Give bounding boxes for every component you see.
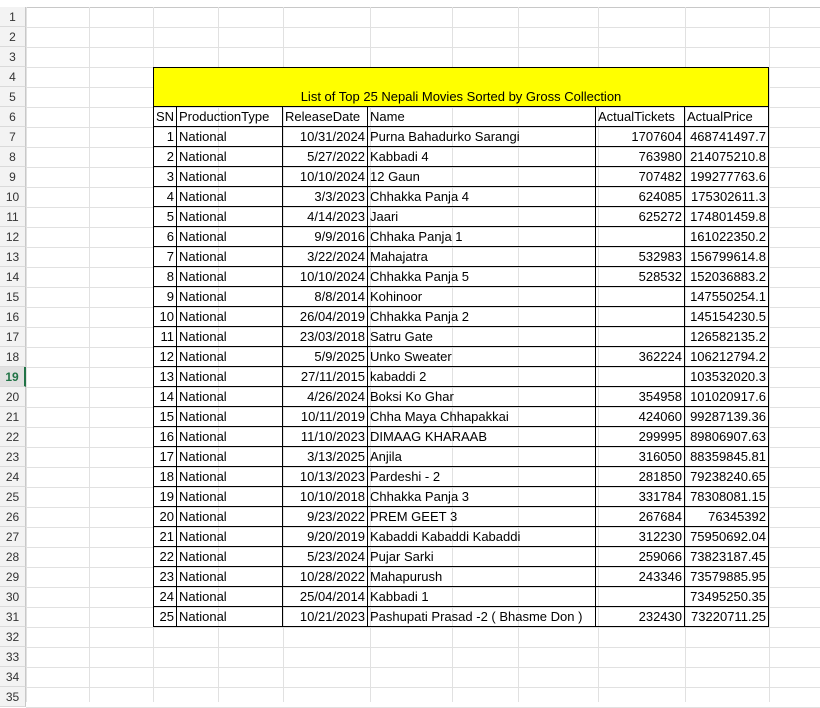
cell-name[interactable]: Pardeshi - 2 <box>368 467 596 487</box>
row-header-19[interactable]: 19 <box>0 367 26 387</box>
grid-hline <box>26 47 820 48</box>
cell-sn[interactable]: 12 <box>153 347 177 367</box>
cell-actual-tickets[interactable]: 299995 <box>596 427 685 447</box>
cell-release-date[interactable]: 3/3/2023 <box>283 187 368 207</box>
cell-name[interactable]: Jaari <box>368 207 596 227</box>
cell-actual-price[interactable]: 106212794.2 <box>685 347 769 367</box>
row-header-26[interactable]: 26 <box>0 507 26 527</box>
cell-actual-price[interactable]: 126582135.2 <box>685 327 769 347</box>
cell-production-type[interactable]: National <box>177 587 283 607</box>
cell-actual-price[interactable]: 88359845.81 <box>685 447 769 467</box>
cell-actual-price[interactable]: 161022350.2 <box>685 227 769 247</box>
cell-actual-price[interactable]: 468741497.7 <box>685 127 769 147</box>
cell-production-type[interactable]: National <box>177 327 283 347</box>
cell-actual-tickets[interactable] <box>596 327 685 347</box>
cell-actual-tickets[interactable]: 281850 <box>596 467 685 487</box>
cell-name[interactable]: kabaddi 2 <box>368 367 596 387</box>
cell-sn[interactable]: 5 <box>153 207 177 227</box>
cell-sn[interactable]: 8 <box>153 267 177 287</box>
cell-name[interactable]: Chhaka Panja 1 <box>368 227 596 247</box>
row-header-9[interactable]: 9 <box>0 167 26 187</box>
cell-sn[interactable]: 15 <box>153 407 177 427</box>
column-header-name[interactable]: Name <box>368 107 596 127</box>
cell-production-type[interactable]: National <box>177 247 283 267</box>
cell-production-type[interactable]: National <box>177 287 283 307</box>
cell-name[interactable]: Kohinoor <box>368 287 596 307</box>
cell-production-type[interactable]: National <box>177 547 283 567</box>
cell-actual-price[interactable]: 79238240.65 <box>685 467 769 487</box>
cell-release-date[interactable]: 10/31/2024 <box>283 127 368 147</box>
cell-actual-tickets[interactable]: 625272 <box>596 207 685 227</box>
grid-hline <box>26 627 820 628</box>
cell-sn[interactable]: 13 <box>153 367 177 387</box>
cell-release-date[interactable]: 11/10/2023 <box>283 427 368 447</box>
row-header-14[interactable]: 14 <box>0 267 26 287</box>
cell-actual-price[interactable]: 78308081.15 <box>685 487 769 507</box>
cell-actual-tickets[interactable] <box>596 367 685 387</box>
column-header-actual-price[interactable]: ActualPrice <box>685 107 769 127</box>
cell-production-type[interactable]: National <box>177 607 283 627</box>
cell-actual-tickets[interactable]: 528532 <box>596 267 685 287</box>
grid-hline <box>26 27 820 28</box>
row-header-2[interactable]: 2 <box>0 27 26 47</box>
row-header-34[interactable]: 34 <box>0 667 26 687</box>
cell-actual-price[interactable]: 99287139.36 <box>685 407 769 427</box>
row-header-18[interactable]: 18 <box>0 347 26 367</box>
cell-actual-tickets[interactable]: 316050 <box>596 447 685 467</box>
row-header-35[interactable]: 35 <box>0 687 26 707</box>
cell-release-date[interactable]: 23/03/2018 <box>283 327 368 347</box>
cell-sn[interactable]: 20 <box>153 507 177 527</box>
cell-name[interactable]: Purna Bahadurko Sarangi <box>368 127 596 147</box>
cell-release-date[interactable]: 10/21/2023 <box>283 607 368 627</box>
cell-sn[interactable]: 18 <box>153 467 177 487</box>
grid-vline <box>769 7 770 702</box>
column-header-release-date[interactable]: ReleaseDate <box>283 107 368 127</box>
cell-release-date[interactable]: 25/04/2014 <box>283 587 368 607</box>
cell-actual-price[interactable]: 76345392 <box>685 507 769 527</box>
cell-production-type[interactable]: National <box>177 527 283 547</box>
cell-sn[interactable]: 17 <box>153 447 177 467</box>
cell-actual-price[interactable]: 101020917.6 <box>685 387 769 407</box>
cell-name[interactable]: Pashupati Prasad -2 ( Bhasme Don ) <box>368 607 596 627</box>
cell-production-type[interactable]: National <box>177 427 283 447</box>
cell-sn[interactable]: 3 <box>153 167 177 187</box>
cell-sn[interactable]: 9 <box>153 287 177 307</box>
row-header-20[interactable]: 20 <box>0 387 26 407</box>
cell-actual-price[interactable]: 73220711.25 <box>685 607 769 627</box>
cell-production-type[interactable]: National <box>177 447 283 467</box>
cell-production-type[interactable]: National <box>177 507 283 527</box>
cell-sn[interactable]: 6 <box>153 227 177 247</box>
cell-production-type[interactable]: National <box>177 187 283 207</box>
row-header-5[interactable]: 5 <box>0 87 26 107</box>
cell-actual-tickets[interactable]: 763980 <box>596 147 685 167</box>
cell-release-date[interactable]: 5/23/2024 <box>283 547 368 567</box>
row-header-23[interactable]: 23 <box>0 447 26 467</box>
row-header-30[interactable]: 30 <box>0 587 26 607</box>
cell-release-date[interactable]: 9/23/2022 <box>283 507 368 527</box>
cell-production-type[interactable]: National <box>177 167 283 187</box>
cell-actual-tickets[interactable] <box>596 587 685 607</box>
cell-actual-tickets[interactable] <box>596 227 685 247</box>
cell-actual-price[interactable]: 174801459.8 <box>685 207 769 227</box>
cell-release-date[interactable]: 27/11/2015 <box>283 367 368 387</box>
cell-name[interactable]: Kabbadi 1 <box>368 587 596 607</box>
row-header-8[interactable]: 8 <box>0 147 26 167</box>
grid-hline <box>26 667 820 668</box>
row-header-24[interactable]: 24 <box>0 467 26 487</box>
cell-name[interactable]: PREM GEET 3 <box>368 507 596 527</box>
row-header-17[interactable]: 17 <box>0 327 26 347</box>
cell-release-date[interactable]: 3/22/2024 <box>283 247 368 267</box>
row-header-28[interactable]: 28 <box>0 547 26 567</box>
cell-actual-tickets[interactable]: 362224 <box>596 347 685 367</box>
cell-actual-price[interactable]: 147550254.1 <box>685 287 769 307</box>
cell-sn[interactable]: 16 <box>153 427 177 447</box>
cell-sn[interactable]: 19 <box>153 487 177 507</box>
row-header-1[interactable]: 1 <box>0 7 26 27</box>
cell-actual-price[interactable]: 73823187.45 <box>685 547 769 567</box>
row-header-29[interactable]: 29 <box>0 567 26 587</box>
cell-name[interactable]: Mahapurush <box>368 567 596 587</box>
row-header-21[interactable]: 21 <box>0 407 26 427</box>
row-header-7[interactable]: 7 <box>0 127 26 147</box>
cell-actual-tickets[interactable]: 354958 <box>596 387 685 407</box>
cell-name[interactable]: Chhakka Panja 4 <box>368 187 596 207</box>
cell-actual-tickets[interactable]: 267684 <box>596 507 685 527</box>
cell-release-date[interactable]: 3/13/2025 <box>283 447 368 467</box>
grid-hline <box>26 687 820 688</box>
cell-name[interactable]: Satru Gate <box>368 327 596 347</box>
cell-sn[interactable]: 24 <box>153 587 177 607</box>
cell-production-type[interactable]: National <box>177 267 283 287</box>
cell-production-type[interactable]: National <box>177 467 283 487</box>
cell-production-type[interactable]: National <box>177 127 283 147</box>
column-header-sn[interactable]: SN <box>153 107 177 127</box>
cell-actual-price[interactable]: 152036883.2 <box>685 267 769 287</box>
table-title[interactable]: List of Top 25 Nepali Movies Sorted by Gross Collection <box>153 67 769 107</box>
row-header-25[interactable]: 25 <box>0 487 26 507</box>
cell-release-date[interactable]: 9/20/2019 <box>283 527 368 547</box>
cell-production-type[interactable]: National <box>177 367 283 387</box>
cell-sn[interactable]: 7 <box>153 247 177 267</box>
cell-release-date[interactable]: 26/04/2019 <box>283 307 368 327</box>
row-header-4[interactable]: 4 <box>0 67 26 87</box>
cell-production-type[interactable]: National <box>177 387 283 407</box>
cell-name[interactable]: Unko Sweater <box>368 347 596 367</box>
cell-actual-tickets[interactable]: 232430 <box>596 607 685 627</box>
cell-sn[interactable]: 23 <box>153 567 177 587</box>
cell-name[interactable]: DIMAAG KHARAAB <box>368 427 596 447</box>
row-header-16[interactable]: 16 <box>0 307 26 327</box>
cell-name[interactable]: Kabbadi 4 <box>368 147 596 167</box>
cell-actual-price[interactable]: 73579885.95 <box>685 567 769 587</box>
cell-actual-price[interactable]: 89806907.63 <box>685 427 769 447</box>
cell-name[interactable]: 12 Gaun <box>368 167 596 187</box>
cell-actual-tickets[interactable]: 331784 <box>596 487 685 507</box>
cell-production-type[interactable]: National <box>177 227 283 247</box>
cell-release-date[interactable]: 5/9/2025 <box>283 347 368 367</box>
cell-release-date[interactable]: 10/13/2023 <box>283 467 368 487</box>
cell-release-date[interactable]: 10/10/2018 <box>283 487 368 507</box>
cell-sn[interactable]: 1 <box>153 127 177 147</box>
cell-production-type[interactable]: National <box>177 347 283 367</box>
cell-actual-tickets[interactable] <box>596 307 685 327</box>
cell-actual-price[interactable]: 175302611.3 <box>685 187 769 207</box>
cell-actual-price[interactable]: 145154230.5 <box>685 307 769 327</box>
cell-name[interactable]: Chhakka Panja 5 <box>368 267 596 287</box>
row-header-13[interactable]: 13 <box>0 247 26 267</box>
cell-release-date[interactable]: 4/14/2023 <box>283 207 368 227</box>
cell-name[interactable]: Chha Maya Chhapakkai <box>368 407 596 427</box>
row-header-12[interactable]: 12 <box>0 227 26 247</box>
cell-actual-price[interactable]: 214075210.8 <box>685 147 769 167</box>
cell-release-date[interactable]: 5/27/2022 <box>283 147 368 167</box>
cell-sn[interactable]: 21 <box>153 527 177 547</box>
cell-actual-tickets[interactable]: 243346 <box>596 567 685 587</box>
cell-release-date[interactable]: 8/8/2014 <box>283 287 368 307</box>
cell-actual-price[interactable]: 103532020.3 <box>685 367 769 387</box>
cell-sn[interactable]: 10 <box>153 307 177 327</box>
cell-actual-price[interactable]: 73495250.35 <box>685 587 769 607</box>
row-header-33[interactable]: 33 <box>0 647 26 667</box>
cell-production-type[interactable]: National <box>177 567 283 587</box>
cell-actual-tickets[interactable]: 707482 <box>596 167 685 187</box>
cell-sn[interactable]: 4 <box>153 187 177 207</box>
cell-name[interactable]: Anjila <box>368 447 596 467</box>
cell-sn[interactable]: 25 <box>153 607 177 627</box>
row-header-11[interactable]: 11 <box>0 207 26 227</box>
row-header-22[interactable]: 22 <box>0 427 26 447</box>
cell-actual-tickets[interactable]: 1707604 <box>596 127 685 147</box>
cell-actual-tickets[interactable] <box>596 287 685 307</box>
cell-actual-tickets[interactable]: 424060 <box>596 407 685 427</box>
row-header-10[interactable]: 10 <box>0 187 26 207</box>
cell-production-type[interactable]: National <box>177 207 283 227</box>
cell-name[interactable]: Chhakka Panja 3 <box>368 487 596 507</box>
row-header-32[interactable]: 32 <box>0 627 26 647</box>
cell-actual-tickets[interactable]: 259066 <box>596 547 685 567</box>
cell-actual-price[interactable]: 156799614.8 <box>685 247 769 267</box>
cell-actual-tickets[interactable]: 532983 <box>596 247 685 267</box>
column-header-production-type[interactable]: ProductionType <box>177 107 283 127</box>
row-header-15[interactable]: 15 <box>0 287 26 307</box>
grid-hline <box>26 647 820 648</box>
cell-actual-price[interactable]: 199277763.6 <box>685 167 769 187</box>
row-header-6[interactable]: 6 <box>0 107 26 127</box>
row-header-27[interactable]: 27 <box>0 527 26 547</box>
cell-sn[interactable]: 2 <box>153 147 177 167</box>
cell-name[interactable]: Kabaddi Kabaddi Kabaddi <box>368 527 596 547</box>
grid-vline <box>26 7 27 702</box>
cell-name[interactable]: Mahajatra <box>368 247 596 267</box>
column-header-actual-tickets[interactable]: ActualTickets <box>596 107 685 127</box>
cell-production-type[interactable]: National <box>177 307 283 327</box>
cell-sn[interactable]: 14 <box>153 387 177 407</box>
cell-sn[interactable]: 22 <box>153 547 177 567</box>
cell-name[interactable]: Chhakka Panja 2 <box>368 307 596 327</box>
cell-release-date[interactable]: 10/10/2024 <box>283 167 368 187</box>
cell-name[interactable]: Boksi Ko Ghar <box>368 387 596 407</box>
cell-release-date[interactable]: 9/9/2016 <box>283 227 368 247</box>
cell-production-type[interactable]: National <box>177 407 283 427</box>
row-header-3[interactable]: 3 <box>0 47 26 67</box>
grid-vline <box>89 7 90 702</box>
cell-actual-tickets[interactable]: 312230 <box>596 527 685 547</box>
cell-production-type[interactable]: National <box>177 487 283 507</box>
cell-actual-price[interactable]: 75950692.04 <box>685 527 769 547</box>
cell-name[interactable]: Pujar Sarki <box>368 547 596 567</box>
cell-sn[interactable]: 11 <box>153 327 177 347</box>
row-header-31[interactable]: 31 <box>0 607 26 627</box>
cell-release-date[interactable]: 4/26/2024 <box>283 387 368 407</box>
cell-release-date[interactable]: 10/28/2022 <box>283 567 368 587</box>
cell-actual-tickets[interactable]: 624085 <box>596 187 685 207</box>
cell-release-date[interactable]: 10/10/2024 <box>283 267 368 287</box>
cell-production-type[interactable]: National <box>177 147 283 167</box>
cell-release-date[interactable]: 10/11/2019 <box>283 407 368 427</box>
